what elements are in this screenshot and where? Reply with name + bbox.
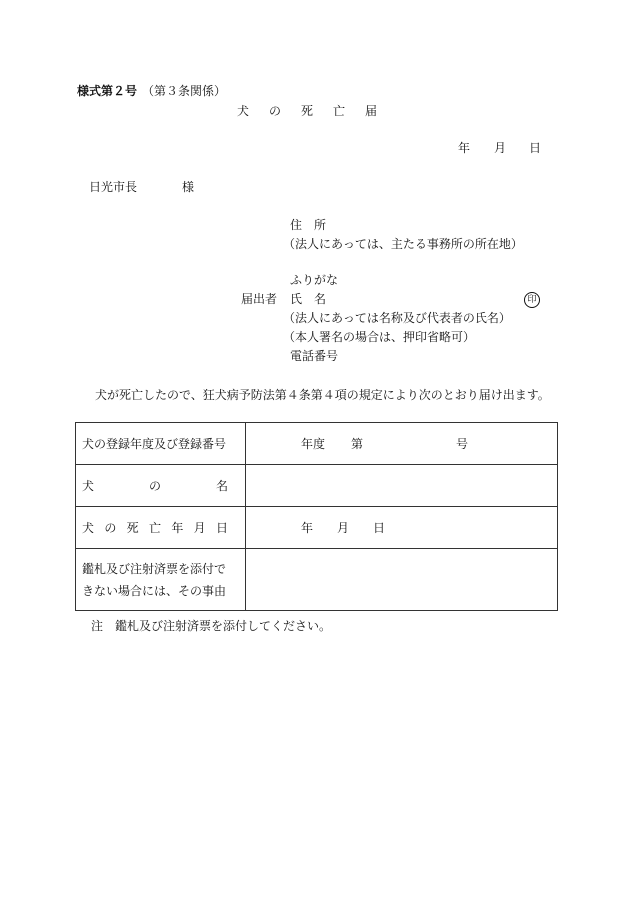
death-date-label-char: 亡	[148, 521, 161, 535]
statement-text: 犬が死亡したので、狂犬病予防法第４条第４項の規定により次のとおり届け出ます。	[95, 388, 550, 402]
death-date-label	[82, 519, 228, 536]
table-row-death-date	[76, 507, 558, 549]
death-date-label-char: 年	[171, 521, 184, 535]
applicant-label: 届出者	[241, 292, 278, 306]
registration-label-cell	[76, 423, 246, 465]
death-date-label-char: 犬	[82, 521, 95, 535]
date-month-label: 月	[494, 141, 507, 155]
dog-name-label	[82, 477, 228, 494]
reason-label-line1: 鑑札及び注射済票を添付で	[82, 561, 227, 576]
death-date-day: 日	[373, 521, 386, 535]
death-date-label-char: の	[104, 521, 117, 535]
table-row-dog-name	[76, 465, 558, 507]
date-day-label: 日	[529, 141, 542, 155]
addressee-mayor: 日光市長	[89, 180, 138, 194]
form-relation: （第３条関係）	[142, 84, 227, 98]
address-label: 住 所	[290, 218, 327, 232]
phone-label: 電話番号	[290, 349, 339, 363]
name-note: （法人にあっては名称及び代表者の氏名）	[283, 311, 511, 325]
dog-name-label-cell	[76, 465, 246, 507]
date-year-label: 年	[458, 141, 471, 155]
address-note: （法人にあっては、主たる事務所の所在地）	[283, 237, 523, 251]
form-number: 様式第２号	[77, 84, 138, 98]
reason-label-line2: きない場合には、その事由	[82, 583, 227, 598]
page-title: 犬 の 死 亡 届	[237, 104, 382, 118]
death-date-label-cell	[76, 507, 246, 549]
dog-name-label-char: 名	[215, 479, 228, 493]
death-date-month: 月	[337, 521, 350, 535]
dog-name-label-char: の	[148, 479, 161, 493]
registration-label: 犬の登録年度及び登録番号	[82, 437, 227, 451]
registration-dai: 第	[351, 437, 364, 451]
table-row-registration	[76, 423, 558, 465]
dog-name-label-char: 犬	[82, 479, 95, 493]
seal-mark-icon: 印	[524, 292, 540, 308]
registration-value-cell[interactable]	[246, 423, 558, 465]
reason-label-cell	[76, 549, 246, 611]
notification-table	[75, 422, 558, 611]
death-date-label-char: 日	[215, 521, 228, 535]
death-date-label-char: 死	[126, 521, 139, 535]
death-date-value-cell[interactable]	[246, 507, 558, 549]
registration-nendo: 年度	[301, 437, 326, 451]
death-date-label-char: 月	[193, 521, 206, 535]
footnote: 注 鑑札及び注射済票を添付してください。	[91, 619, 332, 633]
table-row-reason	[76, 549, 558, 611]
signature-note: （本人署名の場合は、押印省略可）	[283, 330, 476, 344]
dog-name-value-cell[interactable]	[246, 465, 558, 507]
addressee-sama: 様	[182, 180, 195, 194]
registration-go: 号	[456, 437, 469, 451]
furigana-label: ふりがな	[290, 273, 339, 287]
reason-value-cell[interactable]	[246, 549, 558, 611]
name-label: 氏 名	[290, 292, 327, 306]
death-date-year: 年	[301, 521, 314, 535]
